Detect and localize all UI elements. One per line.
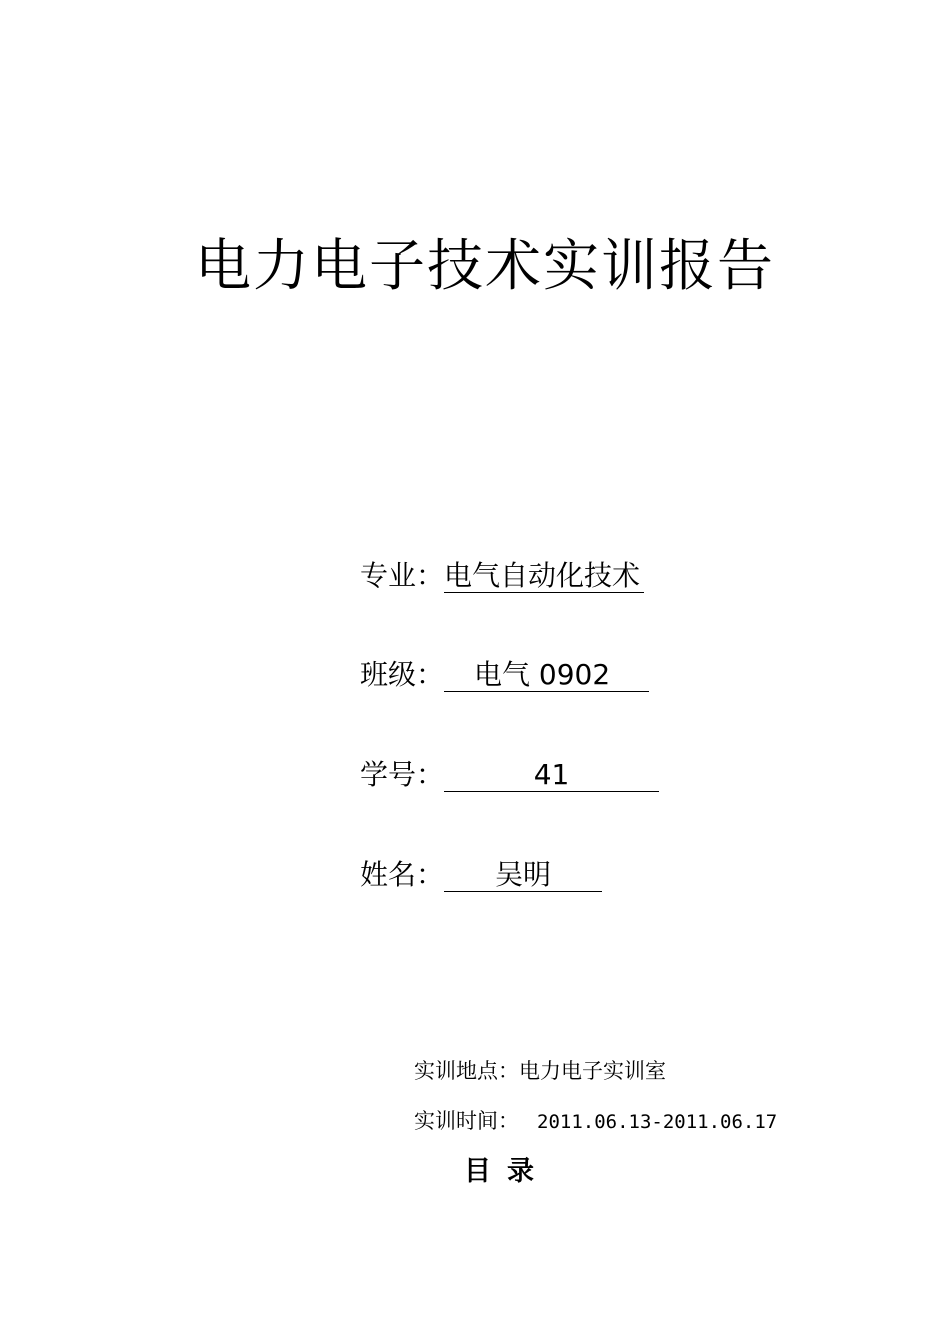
training-place-value: 电力电子实训室 [519,1059,666,1083]
toc-heading: 目录 [464,1156,550,1187]
student-name-label: 姓名： [360,858,445,891]
major-label: 专业： [360,559,445,592]
training-time-label: 实训时间： [414,1109,519,1133]
report-title: 电力电子技术实训报告 [195,234,775,299]
class-value-wrap [444,659,649,692]
training-time [414,1106,777,1137]
class-field [360,655,649,695]
student-name-value: 吴明 [444,859,602,892]
major-field [360,556,644,596]
student-id-field [360,755,659,795]
student-id-label: 学号： [360,758,445,791]
class-value: 电气 0902 [474,658,611,691]
class-label: 班级： [360,658,445,691]
training-place [414,1056,666,1086]
major-value: 电气自动化技术 [444,560,644,593]
student-name-field [360,855,602,895]
training-place-label: 实训地点： [414,1059,519,1083]
student-id-value: 41 [444,759,659,792]
training-time-value: 2011.06.13-2011.06.17 [537,1111,778,1133]
